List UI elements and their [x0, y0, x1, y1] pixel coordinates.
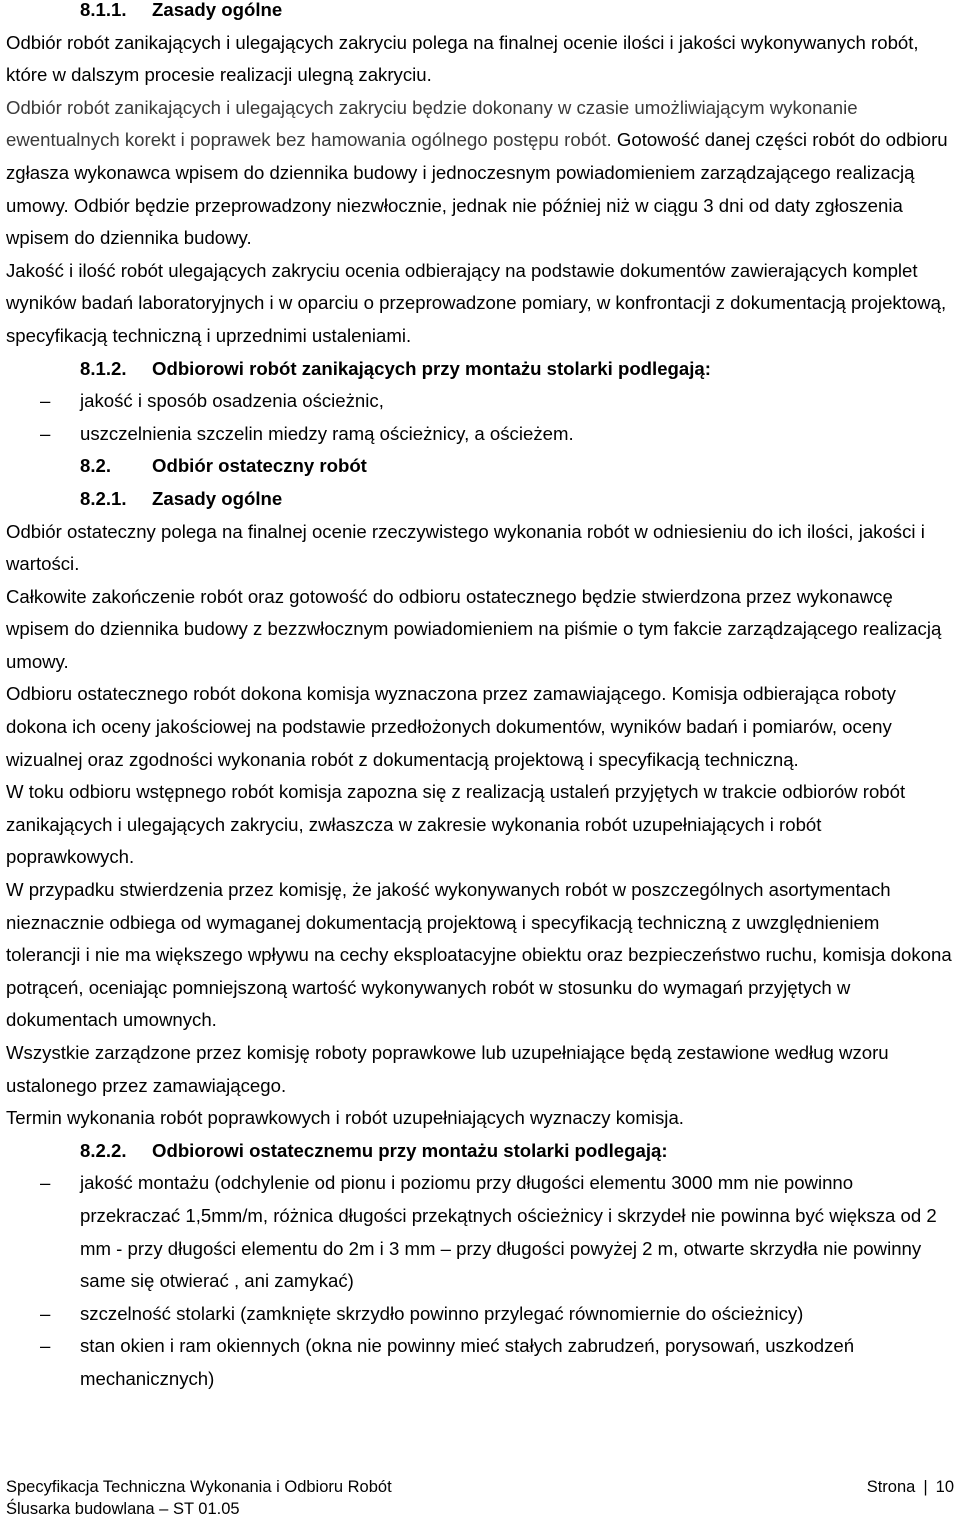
paragraph: Odbioru ostatecznego robót dokona komisja wyznaczona przez zamawiającego. Komisja odbierająca roboty dokona ich oceny jakościowej na podstawie przedłożonych dokumentów, wyników badań i pomiarów, oceny wizualnej oraz zgodności wykonania robót z dokumentacją projektową i specyfikacją techniczną. — [6, 683, 896, 770]
list-item — [6, 1298, 954, 1331]
paragraph: W przypadku stwierdzenia przez komisję, że jakość wykonywanych robót w poszczególnych asortymentach nieznacznie odbiega od wymaganej dokumentacją projektową i specyfikacją techniczną z uwzględnieniem tolerancji i nie ma większego wpływu na cechy eksploatacyjne obiektu oraz bezpieczeństwo ruchu, komisja dokona potrąceń, oceniając pomniejszoną wartość wykonywanych robót w stosunku do wymagań przyjętych w dokumentach umownych. — [6, 879, 952, 1031]
paragraph: Wszystkie zarządzone przez komisję roboty poprawkowe lub uzupełniające będą zestawione według wzoru ustalonego przez zamawiającego. — [6, 1042, 889, 1096]
heading-number: 8.2.2. — [80, 1139, 127, 1161]
heading-8-1-2 — [6, 353, 954, 386]
paragraph: Całkowite zakończenie robót oraz gotowość do odbioru ostatecznego będzie stwierdzona przez wykonawcę wpisem do dziennika budowy z bezzwłocznym powiadomieniem na piśmie o tym fakcie zarządzającego realizacją umowy. — [6, 585, 942, 672]
page-footer — [6, 1476, 954, 1520]
heading-title: Odbiorowi robót zanikających przy montażu stolarki podlegają: — [152, 357, 711, 379]
list-item-text: jakość montażu (odchylenie od pionu i poziomu przy długości elementu 3000 mm nie powinno przekraczać 1,5mm/m, różnica długości przekątnych ościeżnicy i skrzydeł nie powinna być większa od 2 mm - przy długości elementu do 2m i 3 mm – przy długości powyżej 2 m, otwarte skrzydła nie powinny same się otwierać , ani zamykać) — [80, 1172, 937, 1292]
heading-number: 8.1.1. — [80, 0, 127, 20]
paragraph: Odbiór ostateczny polega na finalnej ocenie rzeczywistego wykonania robót w odniesieniu do ich ilości, jakości i wartości. — [6, 520, 925, 575]
list-item — [6, 385, 954, 418]
list-item — [6, 1167, 954, 1297]
paragraph: Odbiór robót zanikających i ulegających zakryciu polega na finalnej ocenie ilości i jakości wykonywanych robót, które w dalszym procesie realizacji ulegną zakryciu. — [6, 31, 919, 86]
paragraph-part: Odbiór będzie przeprowadzony niezwłocznie, jednak nie później niż w ciągu 3 dni od daty zgłoszenia wpisem do dziennika budowy. — [6, 194, 903, 249]
dash-bullet-icon: – — [40, 1335, 51, 1357]
footer-document-title: Specyfikacja Techniczna Wykonania i Odbioru Robót — [6, 1478, 392, 1496]
paragraph: W toku odbioru wstępnego robót komisja zapozna się z realizacją ustaleń przyjętych w trakcie odbiorów robót zanikających i ulegających zakryciu, zwłaszcza w zakresie wykonania robót uzupełniających i robót poprawkowych. — [6, 781, 906, 868]
heading-8-2-1 — [6, 483, 954, 516]
list-8-2-2 — [6, 1167, 954, 1395]
page-separator: | — [923, 1478, 928, 1496]
paragraph-part: Gotowość danej części robót do odbioru zgłasza wykonawca wpisem do dziennika budowy i jednoczesnym powiadomieniem zarządzającego realizacją umowy. — [6, 129, 948, 216]
heading-8-2 — [6, 450, 954, 483]
page-label: Strona — [866, 1478, 916, 1496]
heading-number: 8.2.1. — [80, 487, 127, 509]
footer-document-code: Ślusarka budowlana – ST 01.05 — [6, 1500, 240, 1518]
heading-title: Zasady ogólne — [152, 487, 283, 509]
list-item — [6, 1330, 954, 1395]
paragraph — [6, 92, 954, 255]
heading-number: 8.1.2. — [80, 357, 127, 379]
dash-bullet-icon: – — [40, 1302, 51, 1324]
heading-title: Odbiór ostateczny robót — [152, 455, 367, 477]
heading-8-2-2 — [6, 1135, 954, 1168]
paragraph: Termin wykonania robót poprawkowych i robót uzupełniających wyznaczy komisja. — [6, 1107, 684, 1129]
heading-number: 8.2. — [80, 455, 112, 477]
dash-bullet-icon: – — [40, 422, 51, 444]
paragraph: Jakość i ilość robót ulegających zakryciu ocenia odbierający na podstawie dokumentów zawierających komplet wyników badań laboratoryjnych i w oparciu o przeprowadzone pomiary, w konfrontacji z dokumentacją projektową, specyfikacją techniczną i uprzednimi ustaleniami. — [6, 259, 947, 346]
document-page — [6, 0, 954, 1396]
page-number-block — [867, 1476, 954, 1498]
list-item — [6, 418, 954, 451]
list-8-1-2 — [6, 385, 954, 450]
dash-bullet-icon: – — [40, 1172, 51, 1194]
dash-bullet-icon: – — [40, 390, 51, 412]
heading-title: Odbiorowi ostatecznemu przy montażu stolarki podlegają: — [152, 1139, 668, 1161]
paragraph-part: Odbiór robót zanikających i ulegających zakryciu będzie dokonany w czasie umożliwiającym wykonanie ewentualnych korekt i poprawek bez hamowania ogólnego postępu robót. — [6, 96, 858, 151]
list-item-text: stan okien i ram okiennych (okna nie powinny mieć stałych zabrudzeń, porysowań, uszkodzeń mechanicznych) — [80, 1335, 855, 1389]
page-number: 10 — [935, 1478, 954, 1496]
list-item-text: jakość i sposób osadzenia ościeżnic, — [80, 390, 384, 412]
list-item-text: uszczelnienia szczelin miedzy ramą ościeżnicy, a ościeżem. — [80, 422, 574, 444]
heading-title: Zasady ogólne — [152, 0, 283, 20]
list-item-text: szczelność stolarki (zamknięte skrzydło powinno przylegać równomiernie do ościeżnicy) — [80, 1302, 804, 1324]
heading-8-1-1 — [6, 0, 954, 27]
